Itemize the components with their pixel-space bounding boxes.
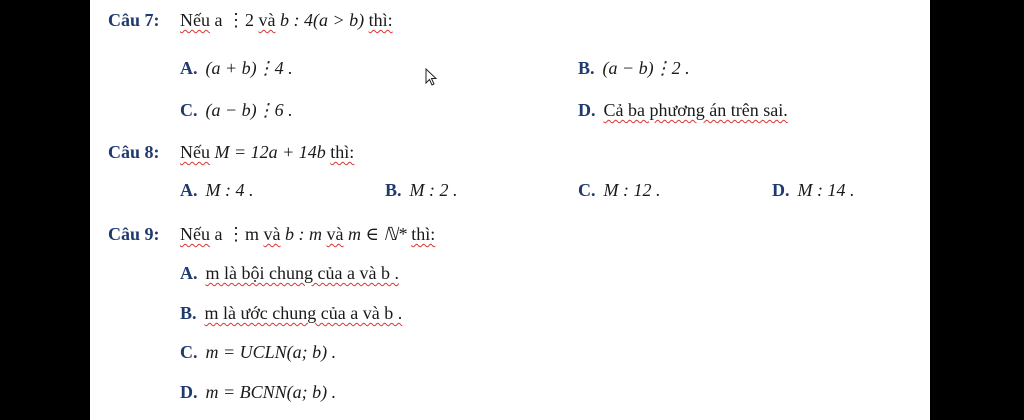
- question-8-label: Câu 8:: [108, 142, 160, 162]
- option-letter: B.: [180, 303, 197, 323]
- option-letter: A.: [180, 58, 198, 78]
- condition-a: a ⋮2: [214, 10, 254, 30]
- expression-m: M = 12a + 14b: [214, 142, 326, 162]
- option-text: (a + b)⋮4 .: [205, 58, 293, 78]
- q9-option-c[interactable]: [180, 342, 336, 363]
- option-text: M : 14 .: [797, 180, 855, 200]
- option-text: m là bội chung của a và b .: [205, 263, 399, 283]
- q8-option-b[interactable]: [385, 180, 458, 201]
- document-page: [90, 0, 930, 420]
- question-8-stem: [180, 142, 354, 163]
- q9-option-b[interactable]: [180, 303, 402, 324]
- condition-b: b : 4(a > b): [280, 10, 365, 30]
- mouse-cursor-icon: [425, 68, 439, 86]
- option-letter: B.: [385, 180, 402, 200]
- q7-option-c[interactable]: [180, 100, 293, 121]
- option-text: Cả ba phương án trên sai.: [603, 100, 788, 120]
- word-and: và: [326, 224, 344, 244]
- word-then: thì:: [330, 142, 355, 162]
- option-text: (a − b)⋮6 .: [205, 100, 293, 120]
- question-9-stem: [180, 224, 435, 245]
- option-letter: B.: [578, 58, 595, 78]
- option-text: m = UCLN(a; b) .: [205, 342, 337, 362]
- word-then: thì:: [368, 10, 393, 30]
- q9-option-d[interactable]: [180, 382, 336, 403]
- q7-option-b[interactable]: [578, 58, 690, 79]
- option-text: M : 4 .: [205, 180, 254, 200]
- word-if: Nếu: [180, 142, 210, 162]
- option-text: M : 2 .: [409, 180, 458, 200]
- question-7-label: Câu 7:: [108, 10, 160, 30]
- option-letter: C.: [180, 342, 198, 362]
- option-letter: C.: [578, 180, 596, 200]
- option-letter: A.: [180, 180, 198, 200]
- option-letter: C.: [180, 100, 198, 120]
- condition-b: b : m: [285, 224, 322, 244]
- condition-a: a ⋮m: [214, 224, 259, 244]
- condition-m: m ∈ ℕ*: [348, 224, 407, 244]
- option-letter: A.: [180, 263, 198, 283]
- q8-option-c[interactable]: [578, 180, 661, 201]
- q7-option-a[interactable]: [180, 58, 293, 79]
- option-letter: D.: [578, 100, 596, 120]
- question-9-label: Câu 9:: [108, 224, 160, 244]
- word-then: thì:: [411, 224, 436, 244]
- question-7-stem: [180, 10, 393, 31]
- q7-option-d[interactable]: [578, 100, 788, 121]
- q8-option-d[interactable]: [772, 180, 855, 201]
- option-text: M : 12 .: [603, 180, 661, 200]
- option-text: m là ước chung của a và b .: [204, 303, 403, 323]
- q8-option-a[interactable]: [180, 180, 254, 201]
- word-and: và: [263, 224, 281, 244]
- option-letter: D.: [772, 180, 790, 200]
- word-if: Nếu: [180, 224, 210, 244]
- word-and: và: [258, 10, 276, 30]
- option-text: (a − b)⋮2 .: [602, 58, 690, 78]
- option-text: m = BCNN(a; b) .: [205, 382, 337, 402]
- word-if: Nếu: [180, 10, 210, 30]
- q9-option-a[interactable]: [180, 263, 399, 284]
- option-letter: D.: [180, 382, 198, 402]
